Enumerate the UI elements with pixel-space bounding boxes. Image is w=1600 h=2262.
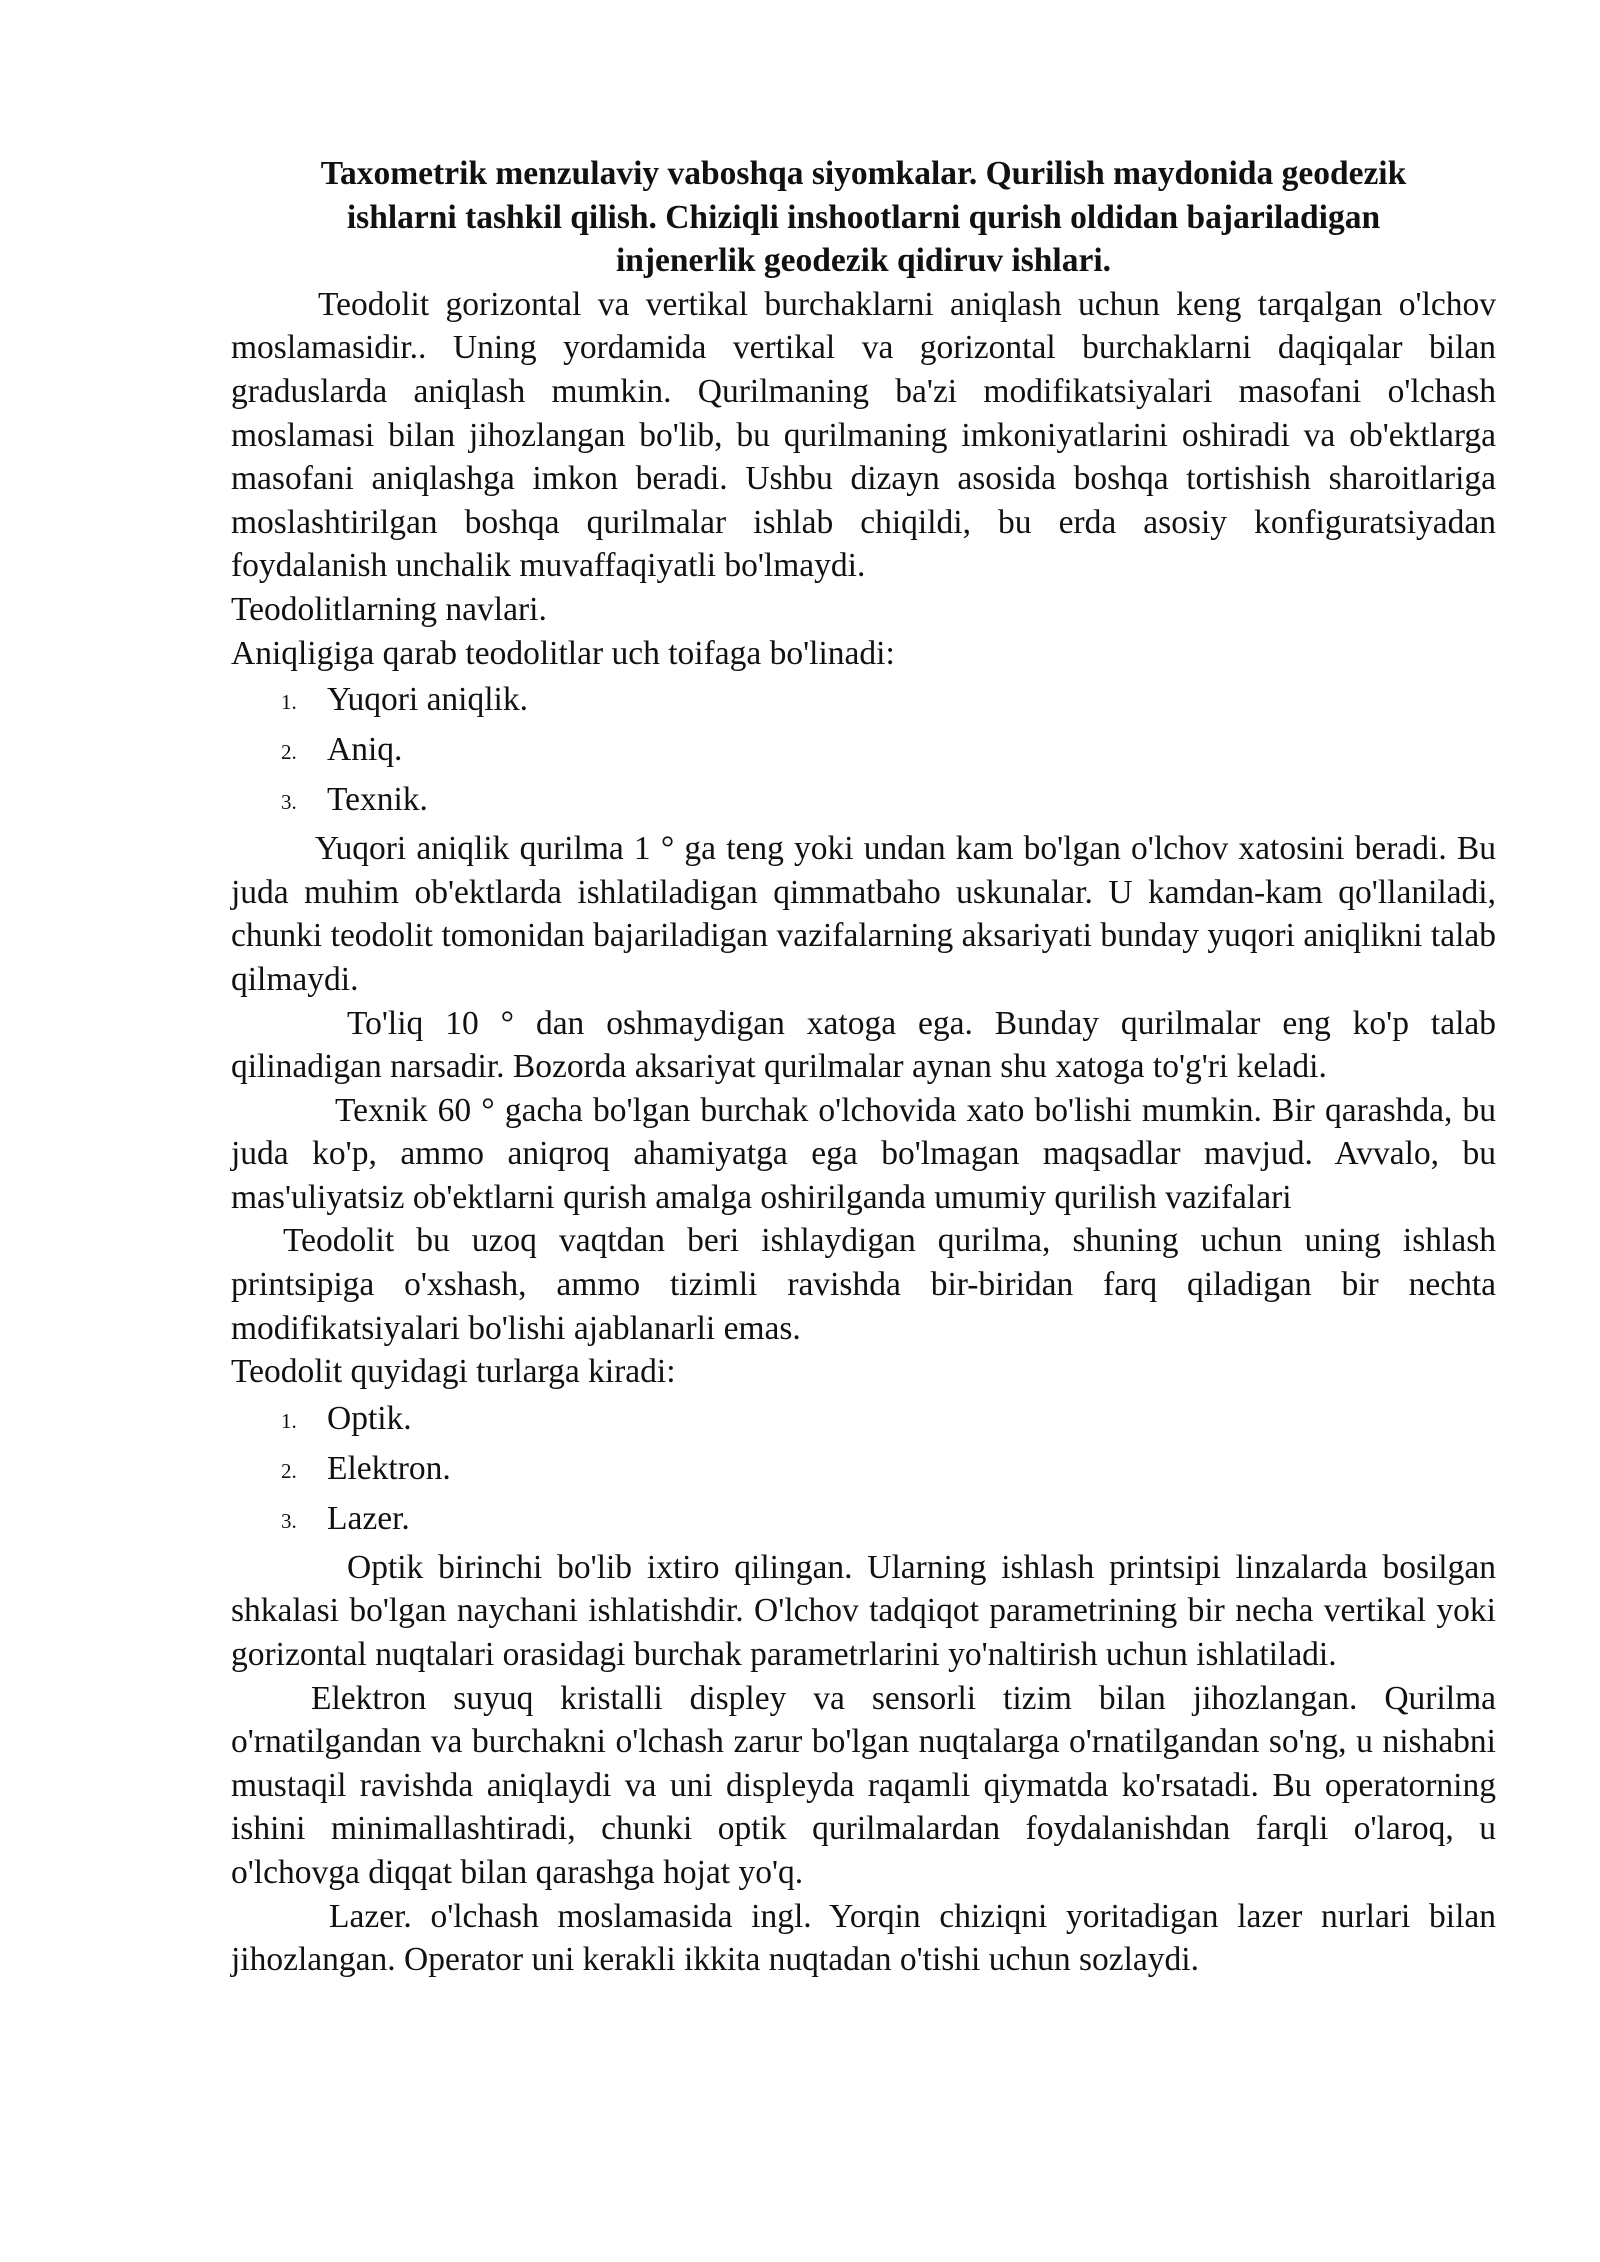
paragraph-modifications: Teodolit bu uzoq vaqtdan beri ishlaydigan qurilma, shuning uchun uning ishlash printsipiga o'xshash, ammo tizimli ravishda bir-biridan farq qiladigan bir nechta modifikatsiyalari bo'lishi ajablanarli emas. [231,1222,1496,1347]
types-list [231,1394,1496,1544]
list-item-text: Lazer. [327,1499,410,1537]
paragraph-technical: Texnik 60 ° gacha bo'lgan burchak o'lchovida xato bo'lishi mumkin. Bir qarashda, bu juda ko'p, ammo aniqroq ahamiyatga ega bo'lmagan maqsadlar mavjud. Avvalo, bu mas'uliyatsiz ob'ektlarni qurish amalga oshirilganda umumiy qurilish vazifalari [231,1091,1496,1216]
list-item-number: 2. [281,1458,297,1483]
paragraph-optical: Optik birinchi bo'lib ixtiro qilingan. Ularning ishlash printsipi linzalarda bosilgan shkalasi bo'lgan naychani ishlatishdir. O'lchov tadqiqot parametrining bir necha vertikal yoki gorizontal nuqtalari orasidagi burchak parametrlarini yo'naltirish uchun ishlatiladi. [231,1548,1496,1674]
paragraph-types-heading: Teodolit quyidagi turlarga kiradi: [231,1353,676,1391]
list-item-number: 3. [281,790,297,815]
list-item [231,1494,1496,1544]
paragraph-accurate: To'liq 10 ° dan oshmaydigan xatoga ega. Bunday qurilmalar eng ko'p talab qilinadigan narsadir. Bozorda aksariyat qurilmalar aynan shu xatoga to'g'ri keladi. [231,1004,1496,1086]
paragraph-accuracy-categories: Aniqligiga qarab teodolitlar uch toifaga bo'linadi: [231,634,895,672]
paragraph-laser: Lazer. o'lchash moslamasida ingl. Yorqin chiziqni yoritadigan lazer nurlari bilan jihozlangan. Operator uni kerakli ikkita nuqtadan o'tishi uchun sozlaydi. [231,1897,1496,1979]
document-title [231,152,1496,283]
list-item [231,775,1496,825]
list-item-text: Optik. [327,1399,412,1437]
list-item-text: Aniq. [327,731,403,769]
title-line: injenerlik geodezik qidiruv ishlari. [615,242,1112,280]
document-body [231,152,1496,1982]
list-item [231,675,1496,725]
list-item-number: 1. [281,690,297,715]
title-line: ishlarni tashkil qilish. Chiziqli inshootlarni qurish oldidan bajariladigan [346,198,1381,236]
list-item-text: Texnik. [327,781,428,819]
list-item-text: Elektron. [327,1449,451,1487]
title-line: Taxometrik menzulaviy vaboshqa siyomkalar. Qurilish maydonida geodezik [320,155,1407,192]
paragraph-theodolite-intro: Teodolit gorizontal va vertikal burchaklarni aniqlash uchun keng tarqalgan o'lchov moslamasidir.. Uning yordamida vertikal va gorizontal burchaklarni daqiqalar bilan graduslarda aniqlash mumkin. Qurilmaning ba'zi modifikatsiyalari masofani o'lchash moslamasi bilan jihozlangan bo'lib, bu qurilmaning imkoniyatlarini oshiradi va ob'ektlarga masofani aniqlashga imkon beradi. Ushbu dizayn asosida boshqa tortishish sharoitlariga moslashtirilgan boshqa qurilmalar ishlab chiqildi, bu erda asosiy konfiguratsiyadan foydalanish unchalik muvaffaqiyatli bo'lmaydi. [231,285,1496,585]
list-item-number: 3. [281,1508,297,1533]
accuracy-list [231,675,1496,825]
list-item-number: 1. [281,1408,297,1433]
list-item [231,1394,1496,1444]
list-item-text: Yuqori aniqlik. [327,681,528,719]
paragraph-high-accuracy: Yuqori aniqlik qurilma 1 ° ga teng yoki undan kam bo'lgan o'lchov xatosini beradi. Bu juda muhim ob'ektlarda ishlatiladigan qimmatbaho uskunalar. U kamdan-kam qo'llaniladi, chunki teodolit tomonidan bajariladigan vazifalarning aksariyati bunday yuqori aniqlikni talab qilmaydi. [231,830,1496,998]
list-item [231,725,1496,775]
list-item [231,1444,1496,1494]
paragraph-theodolite-types-heading: Teodolitlarning navlari. [231,590,547,628]
list-item-number: 2. [281,740,297,765]
paragraph-electronic: Elektron suyuq kristalli displey va sensorli tizim bilan jihozlangan. Qurilma o'rnatilgandan va burchakni o'lchash zarur bo'lgan nuqtalarga o'rnatilgandan so'ng, u nishabni mustaqil ravishda aniqlaydi va uni displeyda raqamli qiymatda ko'rsatadi. Bu operatorning ishini minimallashtiradi, chunki optik qurilmalardan foydalanishdan farqli o'laroq, u o'lchovga diqqat bilan qarashga hojat yo'q. [231,1679,1496,1891]
